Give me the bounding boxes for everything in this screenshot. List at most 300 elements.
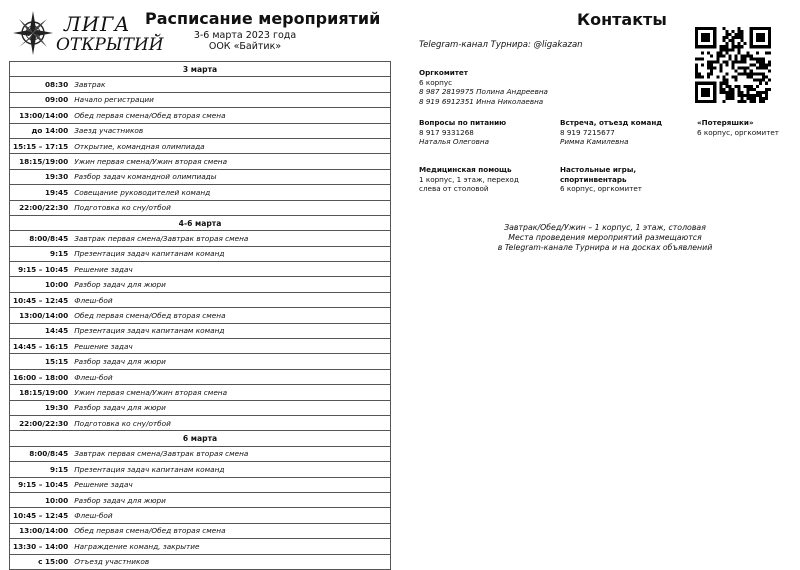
event-activity: Открытие, командная олимпиада xyxy=(71,138,390,153)
qr-module xyxy=(719,54,722,57)
qr-module xyxy=(765,51,768,54)
medical-heading: Медицинская помощь xyxy=(419,165,512,174)
qr-module xyxy=(716,51,719,54)
qr-module xyxy=(750,73,753,76)
qr-module xyxy=(716,76,719,79)
qr-module xyxy=(741,54,744,57)
games-text: 6 корпус, оргкомитет xyxy=(560,184,642,193)
qr-module xyxy=(722,54,725,57)
qr-module xyxy=(725,30,728,33)
qr-module xyxy=(738,33,741,36)
schedule-row xyxy=(10,246,391,261)
qr-module xyxy=(731,97,734,100)
qr-module xyxy=(762,57,765,60)
qr-module xyxy=(701,76,704,79)
qr-module xyxy=(725,97,728,100)
qr-module xyxy=(759,82,762,85)
event-activity: Разбор задач командной олимпиады xyxy=(71,169,390,184)
qr-module xyxy=(762,63,765,66)
qr-module xyxy=(731,63,734,66)
qr-module xyxy=(716,57,719,60)
qr-module xyxy=(713,60,716,63)
orgcommittee-phone1: 8 987 2819975 Полина Андреевна xyxy=(419,87,548,96)
qr-module xyxy=(741,57,744,60)
food-questions-block xyxy=(419,118,506,147)
qr-module xyxy=(741,97,744,100)
qr-module xyxy=(756,94,759,97)
event-activity: Презентация задач капитанам команд xyxy=(71,246,390,261)
qr-module xyxy=(722,48,725,51)
note-line3: в Telegram-канале Турнира и на досках объявлений xyxy=(497,243,713,253)
qr-module xyxy=(735,36,738,39)
qr-module xyxy=(722,27,725,30)
event-activity: Разбор задач для жюри xyxy=(71,277,390,292)
event-time: 19:45 xyxy=(10,185,72,200)
event-activity: Подготовка ко сну/отбой xyxy=(71,200,390,215)
qr-module xyxy=(741,73,744,76)
qr-module xyxy=(741,100,744,103)
qr-module xyxy=(707,76,710,79)
qr-module xyxy=(768,79,771,82)
qr-module xyxy=(725,63,728,66)
qr-module xyxy=(765,88,768,91)
qr-module xyxy=(701,51,704,54)
qr-module xyxy=(725,94,728,97)
schedule-row xyxy=(10,123,391,138)
qr-module xyxy=(738,51,741,54)
qr-module xyxy=(731,30,734,33)
event-activity: Совещание руководителей команд xyxy=(71,185,390,200)
qr-module xyxy=(701,33,710,42)
event-time: 9:15 – 10:45 xyxy=(10,262,72,277)
qr-module xyxy=(735,33,738,36)
transfer-heading: Встреча, отъезд команд xyxy=(560,118,663,127)
note-line1: Завтрак/Обед/Ужин – 1 корпус, 1 этаж, столовая xyxy=(504,223,706,232)
schedule-row xyxy=(10,200,391,215)
schedule-row xyxy=(10,339,391,354)
qr-module xyxy=(719,85,722,88)
event-time: 08:30 xyxy=(10,77,72,92)
qr-module xyxy=(735,76,738,79)
qr-module xyxy=(728,33,731,36)
qr-module xyxy=(695,76,698,79)
logo xyxy=(12,10,164,58)
schedule-row xyxy=(10,154,391,169)
day-header-row xyxy=(10,62,391,77)
event-time: 13:00/14:00 xyxy=(10,523,72,538)
day-header: 4-6 марта xyxy=(10,215,391,230)
schedule-row xyxy=(10,539,391,554)
event-activity: Ужин первая смена/Ужин вторая смена xyxy=(71,154,390,169)
qr-module xyxy=(719,82,722,85)
qr-module xyxy=(722,79,725,82)
qr-module xyxy=(741,91,744,94)
schedule-row xyxy=(10,308,391,323)
compass-star-icon xyxy=(12,10,56,56)
schedule-row xyxy=(10,77,391,92)
event-activity: Завтрак xyxy=(71,77,390,92)
qr-module xyxy=(744,73,747,76)
schedule-row xyxy=(10,492,391,507)
schedule-row xyxy=(10,323,391,338)
event-activity: Обед первая смена/Обед вторая смена xyxy=(71,108,390,123)
qr-module xyxy=(738,42,741,45)
qr-module xyxy=(707,60,710,63)
event-time: 14:45 xyxy=(10,323,72,338)
qr-module xyxy=(738,85,741,88)
qr-module xyxy=(728,39,731,42)
qr-module xyxy=(762,73,765,76)
event-time: 18:15/19:00 xyxy=(10,154,72,169)
qr-module xyxy=(759,60,762,63)
event-activity: Флеш-бой xyxy=(71,369,390,384)
qr-module xyxy=(728,88,731,91)
qr-module xyxy=(722,60,725,63)
qr-module xyxy=(695,70,698,73)
qr-module xyxy=(728,54,731,57)
qr-module xyxy=(722,36,725,39)
qr-module xyxy=(731,36,734,39)
event-activity: Награждение команд, закрытие xyxy=(71,539,390,554)
qr-module xyxy=(710,54,713,57)
qr-module xyxy=(753,100,756,103)
qr-module xyxy=(725,82,728,85)
orgcommittee-phone2: 8 919 6912351 Инна Николаевна xyxy=(419,96,544,106)
qr-module xyxy=(741,94,744,97)
qr-code[interactable] xyxy=(693,27,773,103)
qr-module xyxy=(747,51,750,54)
qr-module xyxy=(747,94,750,97)
qr-module xyxy=(713,67,716,70)
event-time: 18:15/19:00 xyxy=(10,385,72,400)
event-activity: Решение задач xyxy=(71,477,390,492)
schedule-row xyxy=(10,462,391,477)
qr-module xyxy=(753,88,756,91)
schedule-row xyxy=(10,185,391,200)
qr-module xyxy=(738,48,741,51)
event-time: 10:00 xyxy=(10,277,72,292)
qr-module xyxy=(759,73,762,76)
qr-module xyxy=(744,42,747,45)
qr-module xyxy=(728,97,731,100)
qr-module xyxy=(698,57,701,60)
qr-module xyxy=(731,60,734,63)
event-time: 9:15 xyxy=(10,462,72,477)
schedule-row xyxy=(10,523,391,538)
qr-module xyxy=(698,73,701,76)
qr-module xyxy=(747,85,750,88)
schedule-row xyxy=(10,92,391,107)
qr-module xyxy=(735,60,738,63)
qr-module xyxy=(725,42,728,45)
qr-module xyxy=(750,94,753,97)
qr-module xyxy=(728,48,731,51)
orgcommittee-location: 6 корпус xyxy=(419,77,453,87)
qr-module xyxy=(753,94,756,97)
qr-module xyxy=(738,30,741,33)
qr-module xyxy=(744,94,747,97)
qr-module xyxy=(738,91,741,94)
schedule-row xyxy=(10,231,391,246)
event-activity: Подготовка ко сну/отбой xyxy=(71,415,390,430)
qr-module xyxy=(765,91,768,94)
medical-line2: слева от столовой xyxy=(419,184,489,193)
qr-module xyxy=(759,94,762,97)
qr-module xyxy=(731,88,734,91)
qr-module xyxy=(731,39,734,42)
schedule-row xyxy=(10,292,391,307)
qr-module xyxy=(744,85,747,88)
qr-module xyxy=(750,100,753,103)
schedule-row xyxy=(10,385,391,400)
qr-module xyxy=(719,88,722,91)
qr-module xyxy=(707,73,710,76)
qr-module xyxy=(716,54,719,57)
qr-module xyxy=(741,60,744,63)
event-activity: Решение задач xyxy=(71,262,390,277)
qr-module xyxy=(759,97,762,100)
qr-module xyxy=(738,45,741,48)
qr-module xyxy=(719,91,722,94)
qr-module xyxy=(750,70,753,73)
qr-module xyxy=(738,36,741,39)
qr-module xyxy=(716,60,719,63)
qr-module xyxy=(731,91,734,94)
event-time: 22:00/22:30 xyxy=(10,415,72,430)
qr-module xyxy=(744,67,747,70)
schedule-row xyxy=(10,108,391,123)
qr-module xyxy=(765,97,768,100)
medical-line1: 1 корпус, 1 этаж, переход xyxy=(419,174,519,184)
qr-module xyxy=(719,70,722,73)
event-activity: Флеш-бой xyxy=(71,508,390,523)
qr-module xyxy=(725,33,728,36)
schedule-title: Расписание мероприятий xyxy=(145,9,381,28)
qr-module xyxy=(756,91,759,94)
event-time: 8:00/8:45 xyxy=(10,446,72,461)
event-activity: Решение задач xyxy=(71,339,390,354)
event-time: 10:00 xyxy=(10,492,72,507)
qr-module xyxy=(756,33,765,42)
qr-module xyxy=(722,88,725,91)
schedule-row xyxy=(10,415,391,430)
qr-module xyxy=(738,73,741,76)
qr-module xyxy=(759,57,762,60)
qr-module xyxy=(765,94,768,97)
qr-module xyxy=(768,51,771,54)
schedule-row xyxy=(10,138,391,153)
event-activity: Разбор задач для жюри xyxy=(71,492,390,507)
qr-module xyxy=(753,57,756,60)
event-time: 15:15 xyxy=(10,354,72,369)
schedule-row xyxy=(10,262,391,277)
qr-module xyxy=(741,67,744,70)
qr-module xyxy=(741,30,744,33)
qr-module xyxy=(747,88,750,91)
qr-module xyxy=(768,63,771,66)
event-time: 10:45 – 12:45 xyxy=(10,292,72,307)
schedule-row xyxy=(10,354,391,369)
qr-module xyxy=(722,82,725,85)
food-name: Наталья Олеговна xyxy=(419,137,490,146)
event-time: 13:30 – 14:00 xyxy=(10,539,72,554)
day-header: 6 марта xyxy=(10,431,391,446)
qr-module xyxy=(710,73,713,76)
transfer-name: Римма Камилевна xyxy=(560,137,629,146)
lost-items-block xyxy=(697,118,779,137)
qr-module xyxy=(747,73,750,76)
qr-module xyxy=(741,45,744,48)
logo-line2: ОТКРЫТИЙ xyxy=(56,35,164,55)
contacts-title: Контакты xyxy=(577,10,667,29)
qr-module xyxy=(698,76,701,79)
qr-module xyxy=(731,48,734,51)
qr-module xyxy=(710,67,713,70)
event-activity: Разбор задач для жюри xyxy=(71,354,390,369)
qr-module xyxy=(759,67,762,70)
qr-module xyxy=(750,76,753,79)
qr-module xyxy=(765,67,768,70)
qr-module xyxy=(747,76,750,79)
qr-module xyxy=(710,63,713,66)
qr-module xyxy=(762,91,765,94)
event-time: с 15:00 xyxy=(10,554,72,569)
schedule-row xyxy=(10,400,391,415)
qr-module xyxy=(750,54,753,57)
qr-module xyxy=(756,57,759,60)
qr-module xyxy=(762,76,765,79)
qr-module xyxy=(753,63,756,66)
qr-module xyxy=(744,100,747,103)
schedule-dates: 3-6 марта 2023 года xyxy=(193,30,297,41)
games-block xyxy=(560,165,642,194)
qr-module xyxy=(722,100,725,103)
event-activity: Презентация задач капитанам команд xyxy=(71,323,390,338)
qr-module xyxy=(695,63,698,66)
qr-module xyxy=(750,85,753,88)
qr-module xyxy=(762,97,765,100)
qr-module xyxy=(753,79,756,82)
event-activity: Разбор задач для жюри xyxy=(71,400,390,415)
event-activity: Завтрак первая смена/Завтрак вторая смена xyxy=(71,231,390,246)
schedule-row xyxy=(10,277,391,292)
qr-module xyxy=(728,57,731,60)
day-header-row xyxy=(10,215,391,230)
medical-block xyxy=(419,165,519,194)
event-activity: Отъезд участников xyxy=(71,554,390,569)
qr-module xyxy=(747,54,750,57)
event-activity: Заезд участников xyxy=(71,123,390,138)
qr-module xyxy=(756,85,759,88)
qr-module xyxy=(750,88,753,91)
qr-module xyxy=(735,54,738,57)
qr-module xyxy=(725,48,728,51)
qr-module xyxy=(728,91,731,94)
qr-module xyxy=(756,79,759,82)
qr-module xyxy=(728,85,731,88)
qr-module xyxy=(725,85,728,88)
qr-module xyxy=(750,97,753,100)
qr-module xyxy=(744,70,747,73)
qr-module xyxy=(695,73,698,76)
info-note xyxy=(470,223,740,254)
qr-module xyxy=(744,54,747,57)
orgcommittee-heading: Оргкомитет xyxy=(419,68,468,77)
qr-module xyxy=(738,100,741,103)
qr-module xyxy=(731,45,734,48)
event-activity: Презентация задач капитанам команд xyxy=(71,462,390,477)
event-time: 9:15 – 10:45 xyxy=(10,477,72,492)
qr-module xyxy=(722,91,725,94)
event-time: 15:15 – 17:15 xyxy=(10,138,72,153)
note-line2: Места проведения мероприятий размещаются xyxy=(508,233,702,243)
qr-module xyxy=(753,73,756,76)
qr-module xyxy=(762,79,765,82)
event-time: 19:30 xyxy=(10,400,72,415)
event-time: 16:00 – 18:00 xyxy=(10,369,72,384)
lost-heading: «Потеряшки» xyxy=(697,118,754,127)
qr-module xyxy=(731,67,734,70)
event-activity: Ужин первая смена/Ужин вторая смена xyxy=(71,385,390,400)
qr-module xyxy=(731,76,734,79)
transfer-phone: 8 919 7215677 xyxy=(560,127,615,137)
logo-line1: ЛИГА xyxy=(64,12,131,36)
qr-module xyxy=(731,94,734,97)
event-time: 9:15 xyxy=(10,246,72,261)
qr-module xyxy=(765,76,768,79)
event-time: 22:00/22:30 xyxy=(10,200,72,215)
qr-module xyxy=(750,63,753,66)
schedule-row xyxy=(10,369,391,384)
schedule-table xyxy=(9,61,391,570)
qr-module xyxy=(747,67,750,70)
qr-module xyxy=(759,63,762,66)
event-time: 19:30 xyxy=(10,169,72,184)
schedule-subtitle xyxy=(175,30,315,52)
qr-module xyxy=(725,36,728,39)
qr-module xyxy=(747,91,750,94)
qr-module xyxy=(738,94,741,97)
qr-module xyxy=(701,57,704,60)
qr-module xyxy=(762,100,765,103)
event-time: 13:00/14:00 xyxy=(10,308,72,323)
qr-module xyxy=(747,97,750,100)
qr-module xyxy=(759,100,762,103)
food-heading: Вопросы по питанию xyxy=(419,118,507,127)
schedule-row xyxy=(10,477,391,492)
qr-module xyxy=(719,63,722,66)
qr-module xyxy=(710,70,713,73)
qr-module xyxy=(695,57,698,60)
qr-module xyxy=(744,60,747,63)
qr-module xyxy=(695,67,698,70)
qr-module xyxy=(710,60,713,63)
telegram-channel[interactable]: Telegram-канал Турнира: @ligakazan xyxy=(419,40,583,50)
event-time: 8:00/8:45 xyxy=(10,231,72,246)
event-time: 13:00/14:00 xyxy=(10,108,72,123)
event-time: 14:45 – 16:15 xyxy=(10,339,72,354)
qr-module xyxy=(756,73,759,76)
qr-module xyxy=(719,45,722,48)
qr-module xyxy=(719,48,722,51)
qr-module xyxy=(756,67,759,70)
qr-module xyxy=(707,67,710,70)
games-heading1: Настольные игры, xyxy=(560,165,637,174)
qr-module xyxy=(750,57,753,60)
qr-module xyxy=(744,57,747,60)
qr-module xyxy=(725,79,728,82)
qr-module xyxy=(731,42,734,45)
